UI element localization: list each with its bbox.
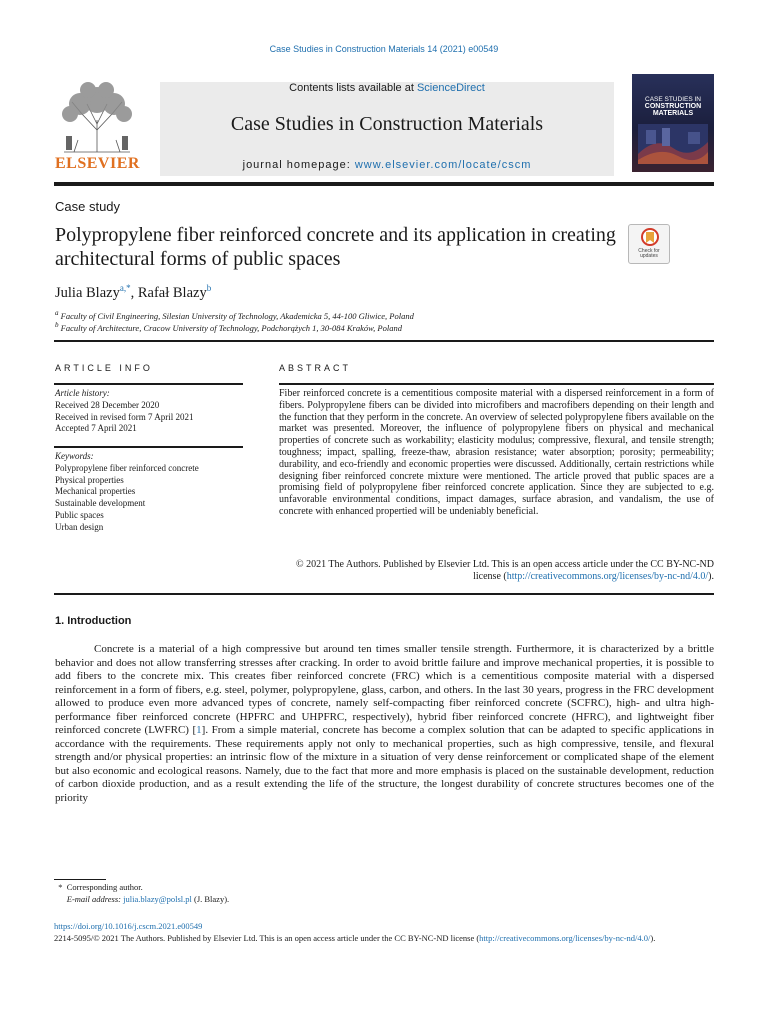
copyright-notice: [54, 933, 714, 945]
header-rule: [54, 182, 714, 186]
keyword-item: Public spaces: [55, 509, 104, 520]
copyright-license-link[interactable]: http://creativecommons.org/licenses/by-nc-nd/4.0/: [479, 933, 651, 943]
history-label: Article history:: [55, 388, 110, 398]
journal-cover-image[interactable]: [632, 74, 714, 172]
footnote-email-line: [54, 894, 229, 906]
keyword-item: Urban design: [55, 521, 104, 532]
license-suffix: ).: [708, 570, 714, 582]
journal-name: Case Studies in Construction Materials: [230, 113, 544, 135]
keyword-item: Polypropylene fiber reinforced concrete: [55, 462, 199, 473]
article-history: [55, 388, 243, 435]
email-suffix: (J. Blazy).: [191, 893, 230, 904]
history-item: Received in revised form 7 April 2021: [55, 411, 194, 422]
reference-link[interactable]: 1: [196, 724, 202, 736]
homepage-prefix: journal homepage:: [242, 159, 355, 171]
contents-prefix: Contents lists available at: [289, 82, 417, 94]
affiliation-text: Faculty of Architecture, Cracow University of Technology, Podchorążych 1, 30-084 Kraków, Poland: [60, 322, 402, 333]
keyword-list: [55, 451, 243, 534]
author-name[interactable]: Rafał Blazy: [137, 284, 207, 301]
abstract-rule: [279, 383, 714, 385]
cover-line1: CASE STUDIES IN: [645, 96, 701, 103]
author-name[interactable]: Julia Blazy: [55, 284, 120, 301]
cover-line2: CONSTRUCTION: [644, 103, 702, 110]
affiliation-text: Faculty of Civil Engineering, Silesian University of Technology, Akademicka 5, 44-100 Gliwice, Poland: [60, 310, 414, 321]
homepage-link[interactable]: www.elsevier.com/locate/cscm: [354, 159, 532, 171]
article-type: Case study: [55, 199, 121, 214]
abstract-heading: ABSTRACT: [279, 363, 352, 373]
abstract-bottom-rule: [54, 593, 714, 595]
section-rule: [54, 340, 714, 342]
author-list: [55, 283, 211, 302]
copyright-suffix: ).: [650, 933, 656, 943]
keywords-rule: [54, 446, 243, 448]
author-affiliation-mark[interactable]: b: [206, 283, 212, 293]
keywords-label: Keywords:: [55, 451, 94, 461]
cover-title: [632, 103, 714, 117]
cover-line3: MATERIALS: [652, 110, 694, 117]
journal-homepage: [160, 159, 614, 171]
email-link[interactable]: julia.blazy@polsl.pl: [123, 893, 192, 904]
contents-availability: [160, 82, 614, 94]
article-info-rule: [54, 383, 243, 385]
check-updates-label: [629, 249, 669, 259]
keyword-item: Mechanical properties: [55, 486, 136, 497]
footnote-rule: [54, 879, 106, 880]
footnote-text: Corresponding author.: [66, 882, 143, 892]
abstract-body: Fiber reinforced concrete is a cementitious composite material with a dispersed reinforcement in a form of fibers. Polypropylene fibers can be divided into microfibers and macrofibers depending on their length and the function that they perform in the concrete. An overview of selected polypropylene fibers available on the market was presented. Moreover, the influence of polypropylene fibers on physical and mechanical properties of concrete such as workability; elasticity modulus; compressive, flexural, and tensile strength; toughness; impact, spalling, freeze-thaw, abrasion resistance; water absorption; porosity; permeability; durability, and eco-friendly and economic properties were discussed. Additionally, certain restrictions while designing fiber reinforced concrete mixture were mentioned. The article proved that public spaces are a promising field of polypropylene fiber reinforced concrete application. Since they are subjected to e.g. unfavorable environmental conditions, impact damages, surface abrasion, and vandalism, the use of concrete with enhanced propertied will be undeniably beneficial.: [279, 388, 714, 517]
check-updates-line1: Check for: [638, 248, 660, 254]
affiliation-mark: b: [55, 321, 59, 329]
article-title: Polypropylene fiber reinforced concrete and its application in creating architectural forms of public spaces: [55, 224, 616, 270]
cover-artwork: [638, 124, 708, 164]
bookmark-icon: [641, 228, 659, 248]
history-item: Accepted 7 April 2021: [55, 423, 137, 434]
affiliation-mark: a: [55, 309, 59, 317]
author-separator: ,: [130, 284, 138, 301]
license-text: © 2021 The Authors. Published by Elsevier Ltd. This is an open access article under the CC BY-NC-ND license (: [296, 559, 714, 582]
intro-text: Concrete is a material of a high compressive but around ten times smaller tensile strength. Furthermore, it is characterized by a brittle behavior and does not allow transferring stresses after cracking. In order to avoid brittle failure and improve mechanical properties, it is possible to add fibers to the concrete mix. This creates fiber reinforced concrete (FRC) which is a cementitious composite material with a dispersed reinforcement in a form of fibers, e.g. steel, polymer, polypropylene, glass, carbon, and others. In the last 30 years, progress in the FRC development allowed to produce even more advanced types of concrete, namely self-compacting fiber reinforced concrete (SCFRC), high- and ultra high-performance fiber reinforced concrete (HPFRC and UHPFRC, respectively), hybrid fiber reinforced concrete (HFRC), and lightweight fiber reinforced concrete (LWFRC) [: [55, 643, 714, 736]
keyword-item: Physical properties: [55, 474, 124, 485]
abstract-license: [279, 559, 714, 583]
corresponding-author-footnote: [54, 882, 229, 906]
history-item: Received 28 December 2020: [55, 399, 160, 410]
copyright-text: 2214-5095/© 2021 The Authors. Published by Elsevier Ltd. This is an open access article under the CC BY-NC-ND license (: [54, 933, 480, 943]
footnote-mark: *: [58, 882, 63, 892]
doi-link[interactable]: https://doi.org/10.1016/j.cscm.2021.e00549: [54, 921, 203, 931]
license-link[interactable]: http://creativecommons.org/licenses/by-nc-nd/4.0/: [506, 570, 709, 582]
elsevier-wordmark: ELSEVIER: [55, 155, 140, 172]
article-info-heading: ARTICLE INFO: [55, 363, 153, 373]
introduction-heading: 1. Introduction: [55, 615, 132, 627]
check-updates-line2: updates: [640, 253, 658, 259]
sciencedirect-link[interactable]: ScienceDirect: [416, 82, 485, 94]
affiliation-a: [55, 309, 414, 321]
intro-text: ]. From a simple material, concrete has become a complex solution that can be adapted to specific applications in accordance with the requirements. These requirements apply not only to mechanical properties, such as high compressive, tensile, and flexural strength and/or physical properties: an intrinsic flow of the mixture in a situation of very dense reinforcement or complicated shape of the element but also economic and ecological reasons. Namely, due to the fact that more and more emphasis is placed on the sustainable development, reduction of carbon dioxide production, and as a result extending the life of the structure, the longest durability of concrete structures becomes one of the priority: [55, 724, 714, 804]
footnote-corresponding: [54, 882, 229, 894]
check-for-updates-button[interactable]: [628, 224, 670, 264]
author-affiliation-mark[interactable]: a,*: [119, 283, 131, 293]
journal-citation-link[interactable]: Case Studies in Construction Materials 14 (2021) e00549: [269, 44, 499, 54]
keyword-item: Sustainable development: [55, 498, 146, 509]
introduction-body: [55, 643, 714, 805]
affiliation-b: [55, 321, 402, 333]
email-label: E-mail address:: [66, 893, 124, 904]
